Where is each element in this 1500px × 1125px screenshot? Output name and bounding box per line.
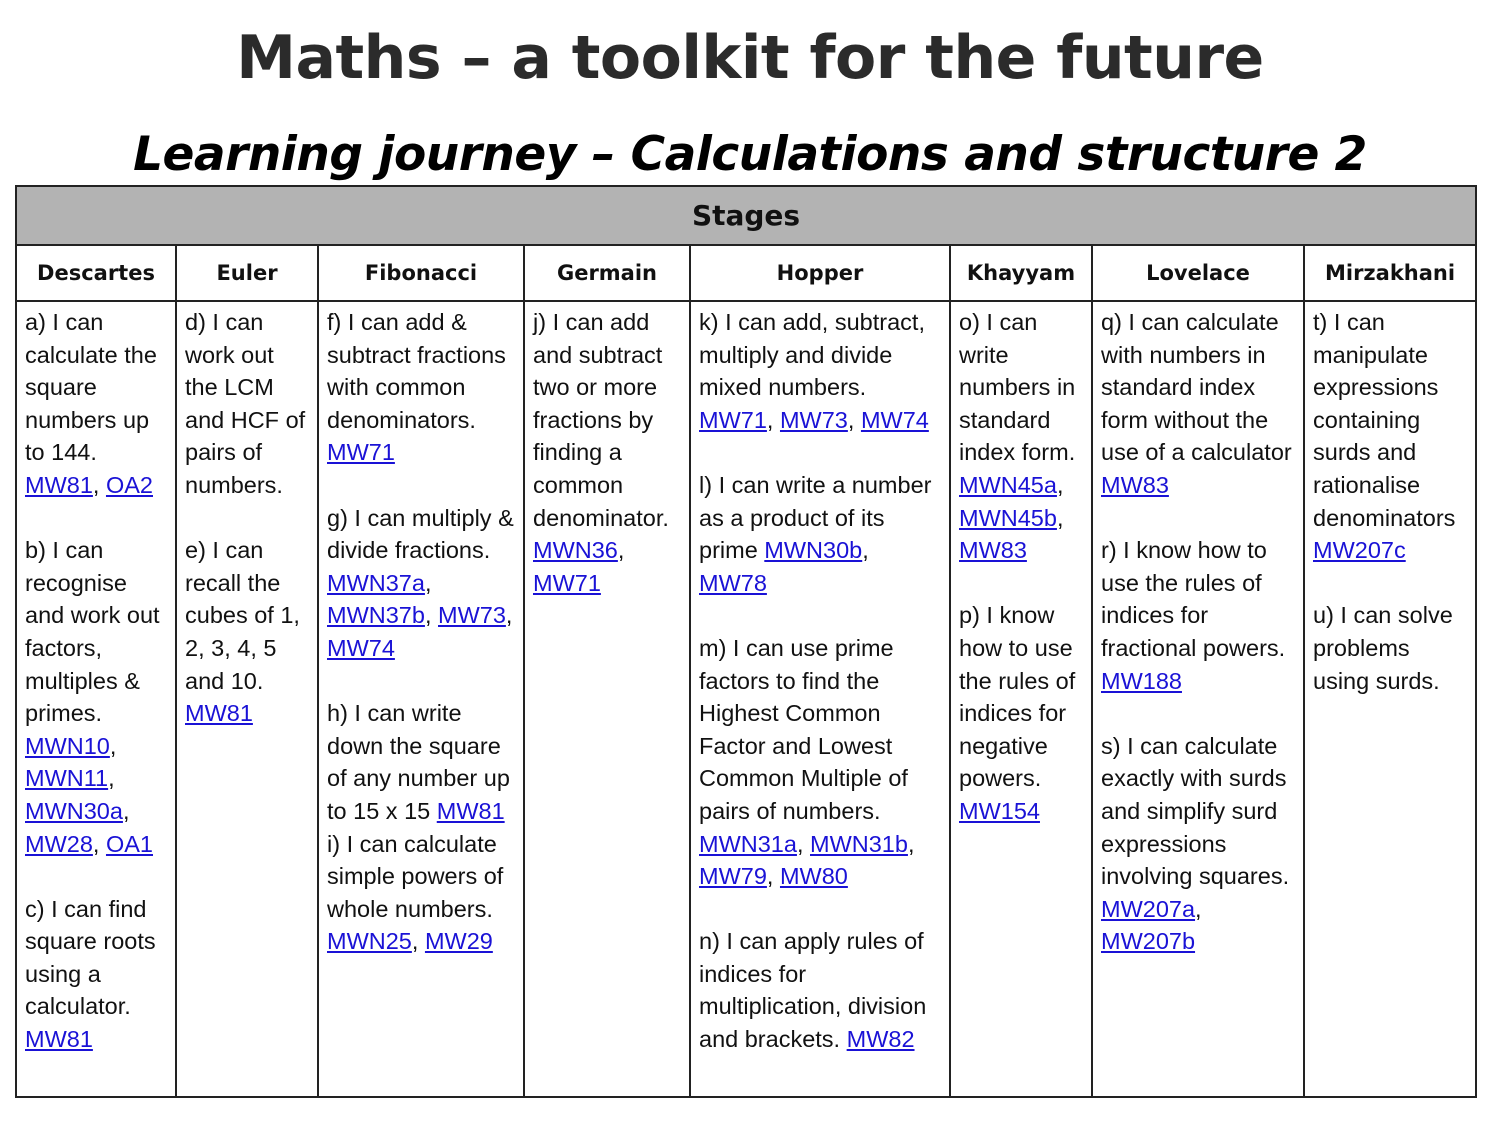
objective-text: d) I can work out the LCM and HCF of pairs of numbers. xyxy=(185,309,306,498)
learning-objective xyxy=(699,925,941,1055)
learning-objective xyxy=(327,502,515,665)
learning-objective xyxy=(25,306,167,502)
resource-link[interactable]: MW73 xyxy=(779,406,848,433)
resource-link[interactable]: MW28 xyxy=(25,830,93,857)
resource-link[interactable]: MWN31a xyxy=(699,830,797,857)
stage-header-descartes: Descartes xyxy=(16,245,176,301)
learning-objective xyxy=(699,632,941,893)
resource-link[interactable]: MW80 xyxy=(779,863,848,890)
resource-link[interactable]: MW207b xyxy=(1101,928,1196,955)
objective-text: g) I can multiply & divide fractions. xyxy=(327,504,514,564)
resource-link[interactable]: MW81 xyxy=(185,700,253,727)
stage-header-mirzakhani: Mirzakhani xyxy=(1304,245,1476,301)
link-separator: , xyxy=(1056,471,1064,498)
stage-cell-khayyam xyxy=(950,301,1092,1097)
objective-text: n) I can apply rules of indices for multiplication, division and brackets. xyxy=(699,928,927,1053)
resource-link[interactable]: MWN30b xyxy=(764,537,863,564)
resource-link[interactable]: MW81 xyxy=(25,471,93,498)
objective-text: m) I can use prime factors to find the Highest Common Factor and Lowest Common Multiple of pairs of numbers. xyxy=(699,634,908,824)
resource-link[interactable]: MW78 xyxy=(699,569,767,596)
link-separator: , xyxy=(108,765,115,792)
link-separator: , xyxy=(862,537,869,564)
learning-objective xyxy=(327,828,515,958)
learning-objective xyxy=(533,306,681,599)
objective-text: o) I can write numbers in standard index form. xyxy=(959,309,1076,466)
learning-objective xyxy=(699,469,941,599)
objective-text: r) I know how to use the rules of indices for fractional powers. xyxy=(1101,537,1286,661)
stage-cell-fibonacci xyxy=(318,301,524,1097)
objective-text: k) I can add, subtract, multiply and divide mixed numbers. xyxy=(699,309,925,401)
resource-link[interactable]: MW207a xyxy=(1101,895,1196,922)
resource-link[interactable]: OA2 xyxy=(105,471,153,498)
resource-link[interactable]: MW207c xyxy=(1313,537,1406,564)
resource-link[interactable]: MWN45b xyxy=(959,504,1057,531)
page-title: Maths – a toolkit for the future xyxy=(236,23,1264,93)
link-separator: , xyxy=(122,797,130,824)
objective-text: s) I can calculate exactly with surds and simplify surd expressions involving squares. xyxy=(1101,732,1290,890)
link-separator: , xyxy=(847,406,861,433)
resource-link[interactable]: MWN31b xyxy=(810,830,908,857)
stage-header-hopper: Hopper xyxy=(690,245,950,301)
objective-text: f) I can add & subtract fractions with common denominators. xyxy=(327,309,506,433)
learning-objective xyxy=(1101,306,1295,502)
resource-link[interactable]: MW71 xyxy=(327,439,395,466)
stages-header: Stages xyxy=(16,186,1476,245)
objective-text: i) I can calculate simple powers of whole numbers. xyxy=(327,830,504,922)
learning-objective xyxy=(327,697,515,827)
resource-link[interactable]: MW74 xyxy=(327,634,395,661)
stage-content-row xyxy=(16,301,1476,1097)
resource-link[interactable]: MW81 xyxy=(25,1026,93,1053)
objective-text: p) I know how to use the rules of indices for negative powers. xyxy=(959,602,1076,792)
stage-cell-hopper xyxy=(690,301,950,1097)
learning-objective xyxy=(25,534,167,860)
learning-objective xyxy=(1101,534,1295,697)
resource-link[interactable]: OA1 xyxy=(105,830,153,857)
resource-link[interactable]: MWN11 xyxy=(25,765,109,792)
objective-text: t) I can manipulate expressions containing surds and rationalise denominators xyxy=(1313,309,1456,531)
link-separator: , xyxy=(907,830,915,857)
link-separator: , xyxy=(92,830,106,857)
resource-link[interactable]: MWN45a xyxy=(959,471,1057,498)
objective-text: e) I can recall the cubes of 1, 2, 3, 4, 5 and 10. xyxy=(185,537,300,694)
stage-header-fibonacci: Fibonacci xyxy=(318,245,524,301)
link-separator: , xyxy=(424,569,432,596)
learning-objective xyxy=(959,599,1083,827)
link-separator: , xyxy=(766,406,780,433)
learning-objective xyxy=(1101,730,1295,958)
link-separator: , xyxy=(505,602,513,629)
page-subtitle: Learning journey – Calculations and structure 2 xyxy=(133,127,1367,182)
resource-link[interactable]: MW83 xyxy=(1101,471,1169,498)
resource-link[interactable]: MW71 xyxy=(699,406,767,433)
link-separator: , xyxy=(766,863,780,890)
stage-cell-descartes xyxy=(16,301,176,1097)
learning-objective xyxy=(1313,306,1467,567)
link-separator: , xyxy=(411,928,425,955)
link-separator: , xyxy=(1056,504,1064,531)
stage-header-khayyam: Khayyam xyxy=(950,245,1092,301)
link-separator: , xyxy=(1195,895,1202,922)
learning-objective xyxy=(25,893,167,1056)
link-separator: , xyxy=(796,830,810,857)
link-separator: , xyxy=(424,602,438,629)
stage-header-germain: Germain xyxy=(524,245,690,301)
resource-link[interactable]: MW188 xyxy=(1101,667,1182,694)
stage-names-row xyxy=(16,245,1476,301)
resource-link[interactable]: MW74 xyxy=(860,406,929,433)
learning-objective xyxy=(185,534,309,730)
learning-objective xyxy=(327,306,515,469)
objective-text: c) I can find square roots using a calculator. xyxy=(25,895,156,1020)
objective-text: q) I can calculate with numbers in standard index form without the use of a calculator xyxy=(1101,309,1292,466)
resource-link[interactable]: MW29 xyxy=(424,928,493,955)
resource-link[interactable]: MW81 xyxy=(436,797,505,824)
stage-cell-lovelace xyxy=(1092,301,1304,1097)
link-separator: , xyxy=(92,471,106,498)
learning-objective xyxy=(699,306,941,436)
resource-link[interactable]: MW83 xyxy=(959,537,1027,564)
resource-link[interactable]: MWN25 xyxy=(327,928,412,955)
resource-link[interactable]: MWN10 xyxy=(25,732,110,759)
link-separator: , xyxy=(617,537,625,564)
stage-header-lovelace: Lovelace xyxy=(1092,245,1304,301)
link-separator: , xyxy=(109,732,117,759)
resource-link[interactable]: MW73 xyxy=(438,602,506,629)
objective-text: b) I can recognise and work out factors, multiples & primes. xyxy=(25,537,160,727)
resource-link[interactable]: MW79 xyxy=(699,863,767,890)
resource-link[interactable]: MWN36 xyxy=(533,537,618,564)
stage-header-euler: Euler xyxy=(176,245,318,301)
learning-journey-table xyxy=(15,185,1477,1098)
learning-objective xyxy=(959,306,1083,567)
resource-link[interactable]: MW154 xyxy=(959,797,1040,824)
resource-link[interactable]: MWN37a xyxy=(327,569,425,596)
stage-cell-mirzakhani xyxy=(1304,301,1476,1097)
learning-objective xyxy=(185,306,309,502)
objective-text: j) I can add and subtract two or more fractions by finding a common denominator. xyxy=(533,309,669,531)
resource-link[interactable]: MWN37b xyxy=(327,602,425,629)
objective-text: u) I can solve problems using surds. xyxy=(1313,602,1453,694)
stage-cell-germain xyxy=(524,301,690,1097)
objective-text: a) I can calculate the square numbers up to 144. xyxy=(25,309,157,466)
resource-link[interactable]: MW82 xyxy=(846,1026,915,1053)
resource-link[interactable]: MWN30a xyxy=(25,797,123,824)
stage-cell-euler xyxy=(176,301,318,1097)
resource-link[interactable]: MW71 xyxy=(533,569,601,596)
learning-objective xyxy=(1313,599,1467,697)
objective-text: l) I can write a number as a product of its prime xyxy=(699,471,932,564)
objective-text: h) I can write down the square of any number up to 15 x 15 xyxy=(327,700,510,824)
